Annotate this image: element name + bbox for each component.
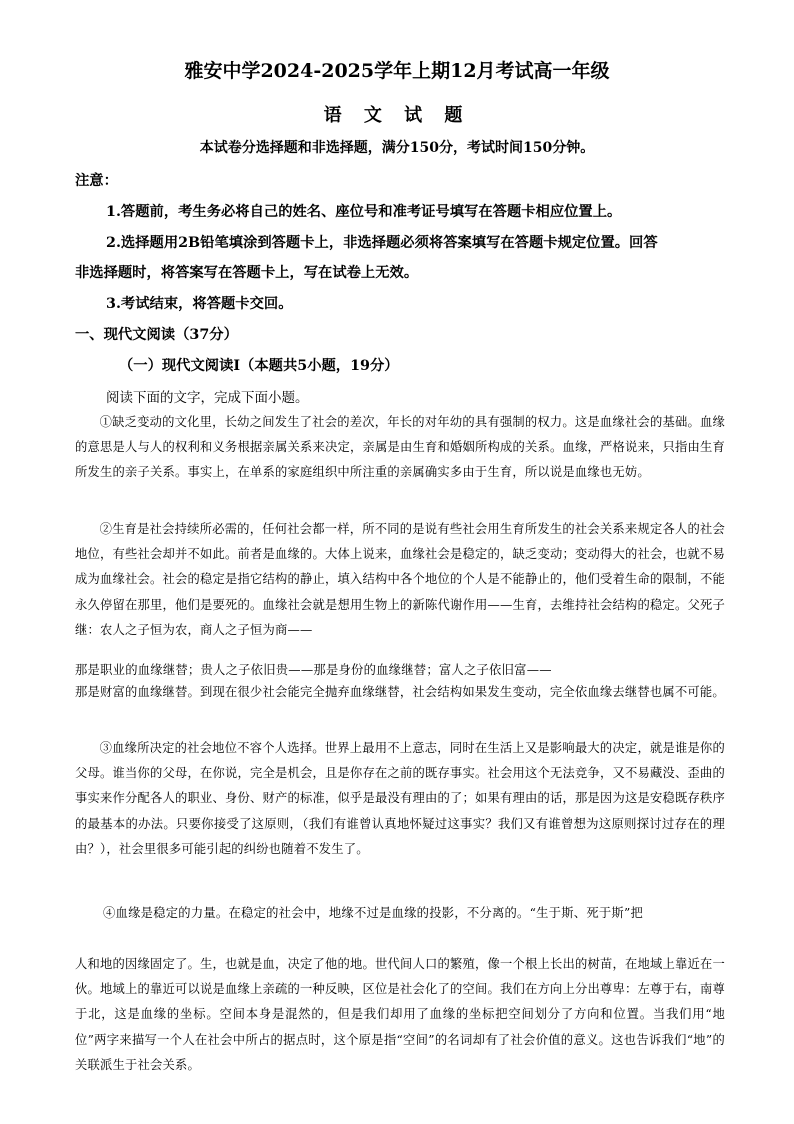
notice-item-2: 2.选择题用2B铅笔填涂到答题卡上，非选择题必须将答案填写在答题卡规定位置。回答: [106, 235, 658, 251]
passage-paragraph-1: ①缺乏变动的文化里，长幼之间发生了社会的差次，年长的对年幼的具有强制的权力。这是血缘社会的基础。血缘的意思是人与人的权利和义务根据亲属关系来决定，亲属是由生育和婚姻所构成的关系。血缘，严格说来，只指由生育所发生的亲子关系。事实上，在单系的家庭组织中所注重的亲属确实多由于生育，所以说是血缘也无妨。: [75, 415, 725, 480]
passage-paragraph-2: ②生育是社会持续所必需的，任何社会都一样，所不同的是说有些社会用生育所发生的社会关系来规定各人的社会地位，有些社会却并不如此。前者是血缘的。大体上说来，血缘社会是稳定的，缺乏变动；变动得大的社会，也就不易成为血缘社会。社会的稳定是指它结构的静止，填入结构中各个地位的个人是不能静止的，他们受着生命的限制，不能永久停留在那里，他们是要死的。血缘社会就是想用生物上的新陈代谢作用——生育，去维持社会结构的稳定。父死子继：农人之子恒为农，商人之子恒为商——: [75, 522, 725, 637]
notice-label: 注意：: [75, 173, 118, 189]
passage-paragraph-2-end: 那是财富的血缘继替。到现在很少社会能完全抛弃血缘继替，社会结构如果发生变动，完全依血缘去继替也属不可能。: [75, 685, 725, 699]
passage-paragraph-4-cont: 人和地的因缘固定了。生，也就是血，决定了他的地。世代间人口的繁殖，像一个根上长出的树苗，在地域上靠近在一伙。地域上的靠近可以说是血缘上亲疏的一种反映，区位是社会化了的空间。我们在方向上分出尊卑：左尊于右，南尊于北，这是血缘的坐标。空间本身是混然的，但是我们却用了血缘的坐标把空间划分了方向和位置。当我们用“地位”两字来描写一个人在社会中所占的据点时，这个原是指“空间”的名词却有了社会价值的意义。这也告诉我们“地”的关联派生于社会关系。: [75, 957, 725, 1072]
passage-paragraph-2-line: 那是职业的血缘继替；贵人之子依旧贵——那是身份的血缘继替；富人之子依旧富——: [75, 663, 552, 677]
notice-item-1: 1.答题前，考生务必将自己的姓名、座位号和准考证号填写在答题卡相应位置上。: [106, 204, 622, 220]
passage-paragraph-3: ③血缘所决定的社会地位不容个人选择。世界上最用不上意志，同时在生活上又是影响最大的决定，就是谁是你的父母。谁当你的父母，在你说，完全是机会，且是你存在之前的既存事实。社会用这个无法竞争，又不易藏没、歪曲的事实来作分配各人的职业、身份、财产的标准，似乎是最没有理由的了；如果有理由的话，那是因为这是安稳既存秩序的最基本的办法。只要你接受了这原则，（我们有谁曾认真地怀疑过这事实？我们又有谁曾想为这原则探讨过存在的理由？），社会里很多可能引起的纠纷也随着不发生了。: [75, 741, 725, 856]
reading-instruction: 阅读下面的文字，完成下面小题。: [106, 390, 309, 406]
exam-info: 本试卷分选择题和非选择题，满分150分，考试时间150分钟。: [199, 140, 595, 156]
notice-item-2-cont: 非选择题时，将答案写在答题卡上，写在试卷上无效。: [75, 265, 419, 281]
subject-title: 语 文 试 题: [323, 105, 471, 126]
passage-paragraph-4-start: ④血缘是稳定的力量。在稳定的社会中，地缘不过是血缘的投影，不分离的。“生于斯、死于斯”把: [103, 906, 644, 920]
notice-item-3: 3.考试结束，将答题卡交回。: [106, 296, 293, 312]
exam-title: 雅安中学2024-2025学年上期12月考试高一年级: [184, 60, 610, 82]
section-subheading: （一）现代文阅读I（本题共5小题，19分）: [119, 358, 399, 374]
section-heading: 一、现代文阅读（37分）: [75, 327, 238, 343]
